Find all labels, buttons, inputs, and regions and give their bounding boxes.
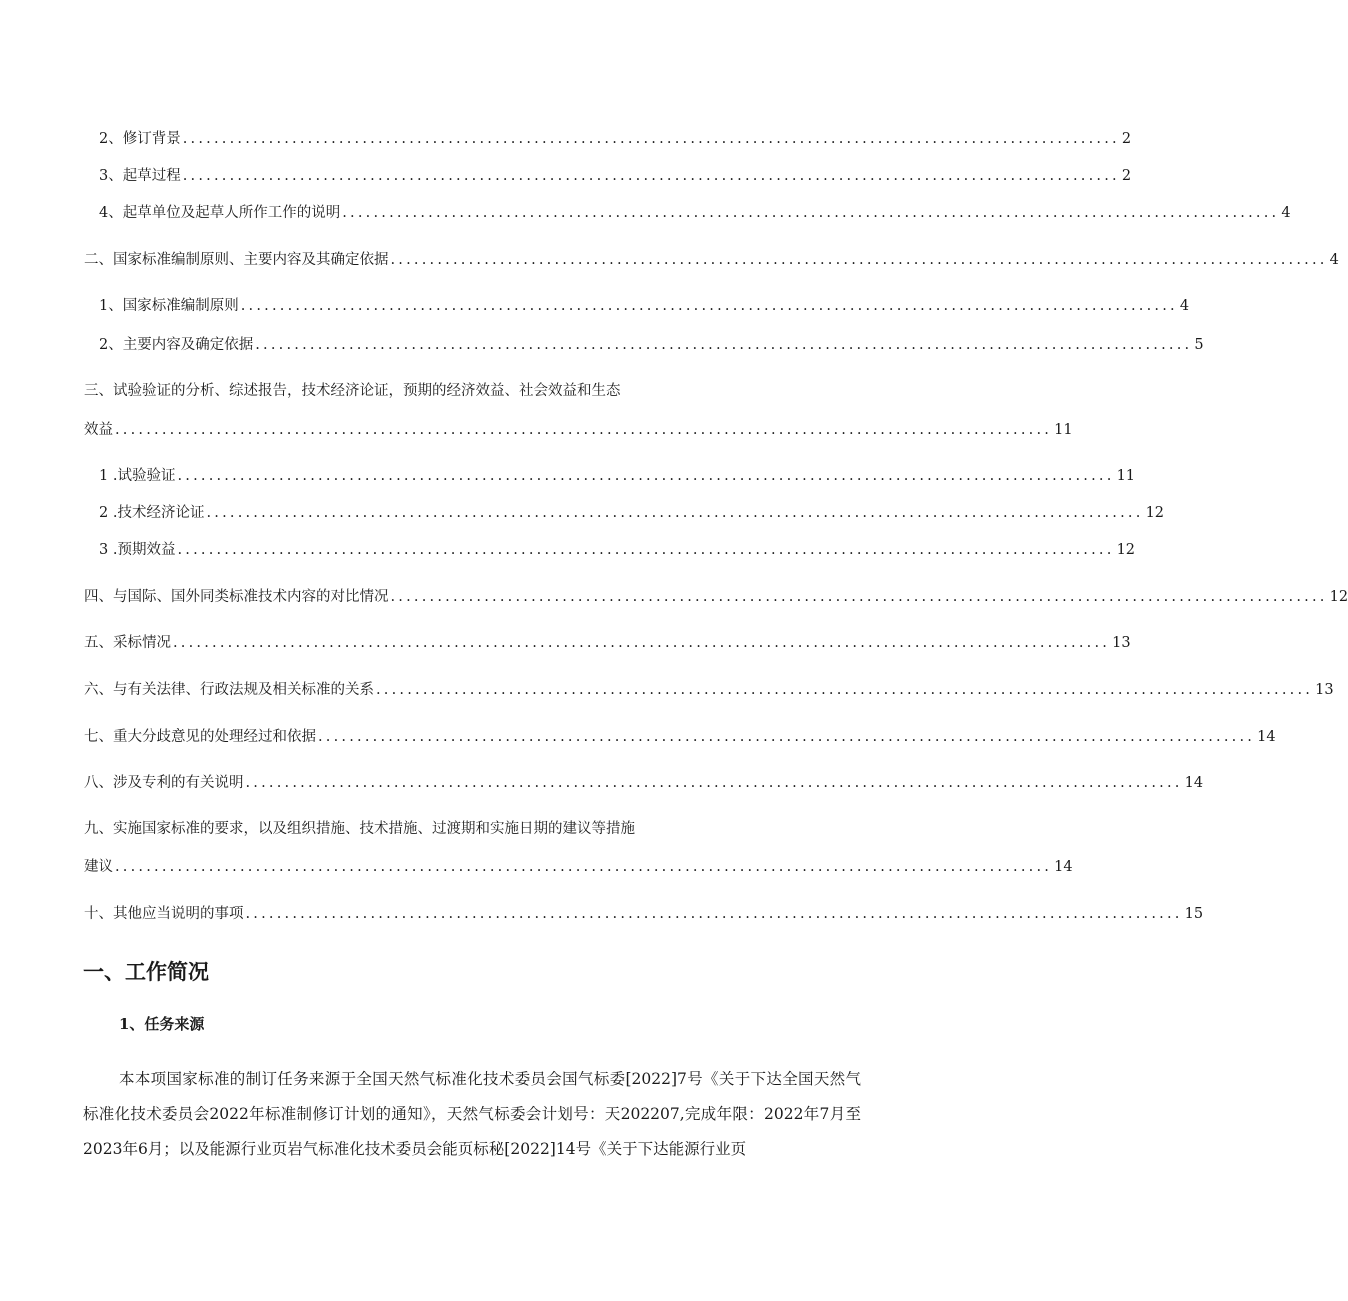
toc-entry-label: 建议	[84, 859, 113, 875]
toc-leader-dots: ........................................................................................................................	[255, 337, 1193, 353]
toc-entry-label: 3、起草过程	[99, 168, 181, 184]
toc-leader-dots: ........................................................................................................................	[182, 168, 1120, 184]
toc-entry-label-line1: 三、试验验证的分析、综述报告，技术经济论证，预期的经济效益、社会效益和生态	[84, 383, 621, 399]
toc-entry-page: 4	[1329, 252, 1339, 268]
toc-entry[interactable]	[84, 773, 1204, 793]
toc-entry-page: 11	[1116, 468, 1136, 484]
toc-entry-page: 13	[1112, 635, 1131, 651]
toc-entry[interactable]	[84, 857, 1073, 877]
toc-entry[interactable]	[84, 633, 1131, 653]
toc-entry-label: 2 .技术经济论证	[99, 505, 205, 521]
toc-entry-page: 12	[1116, 542, 1136, 558]
toc-entry-page: 5	[1194, 337, 1204, 353]
toc-entry-page: 2	[1121, 131, 1132, 147]
toc-entry[interactable]	[84, 727, 1276, 747]
toc-leader-dots: ........................................................................................................................	[390, 252, 1328, 268]
toc-leader-dots: ........................................................................................................................	[245, 775, 1183, 791]
toc-entry-label: 二、国家标准编制原则、主要内容及其确定依据	[84, 252, 389, 268]
toc-entry[interactable]	[99, 203, 1291, 223]
toc-entry-page: 2	[1121, 168, 1132, 184]
toc-leader-dots: ........................................................................................................................	[115, 422, 1053, 438]
toc-entry-label: 2、修订背景	[99, 131, 181, 147]
toc-entry-page: 12	[1329, 589, 1348, 605]
toc-entry[interactable]	[84, 904, 1204, 924]
toc-entry-page: 4	[1281, 205, 1291, 221]
toc-entry-page: 14	[1054, 859, 1073, 875]
toc-entry-page: 14	[1184, 775, 1204, 791]
toc-entry-label: 五、采标情况	[84, 635, 171, 651]
toc-leader-dots: ........................................................................................................................	[342, 205, 1280, 221]
toc-leader-dots: ........................................................................................................................	[376, 682, 1314, 698]
toc-entry-label: 七、重大分歧意见的处理经过和依据	[84, 729, 316, 745]
toc-entry-page: 11	[1054, 422, 1073, 438]
toc-leader-dots: ........................................................................................................................	[245, 906, 1183, 922]
toc-entry[interactable]	[99, 466, 1136, 486]
toc-entry[interactable]	[99, 296, 1190, 316]
toc-entry-label: 四、与国际、国外同类标准技术内容的对比情况	[84, 589, 389, 605]
toc-entry[interactable]	[99, 129, 1132, 149]
toc-leader-dots: ........................................................................................................................	[318, 729, 1256, 745]
toc-entry[interactable]	[84, 680, 1334, 700]
toc-entry-label: 2、主要内容及确定依据	[99, 337, 254, 353]
toc-leader-dots: ........................................................................................................................	[390, 589, 1328, 605]
toc-entry-page: 12	[1145, 505, 1165, 521]
toc-entry-page: 15	[1184, 906, 1204, 922]
body-paragraph: 本本项国家标准的制订任务来源于全国天然气标准化技术委员会国气标委[2022]7号《关于下达全国天然气标准化技术委员会2022年标准制修订计划的通知》，天然气标委会计划号：天202207,完成年限：2022年7月至2023年6月；以及能源行业页岩气标准化技术委员会能页标秘[2022]14号《关于下达能源行业页	[83, 1070, 861, 1158]
toc-entry-label-line1: 九、实施国家标准的要求，以及组织措施、技术措施、过渡期和实施日期的建议等措施	[84, 821, 635, 837]
toc-entry[interactable]	[99, 503, 1165, 523]
section-heading: 一、工作简况	[83, 960, 209, 984]
toc-leader-dots: ........................................................................................................................	[177, 542, 1115, 558]
toc-leader-dots: ........................................................................................................................	[240, 298, 1178, 314]
toc-entry-label: 1 .试验验证	[99, 468, 176, 484]
toc-leader-dots: ........................................................................................................................	[182, 131, 1120, 147]
toc-entry[interactable]	[84, 420, 1073, 440]
toc-entry-label: 六、与有关法律、行政法规及相关标准的关系	[84, 682, 374, 698]
toc-leader-dots: ........................................................................................................................	[115, 859, 1053, 875]
toc-entry-label: 八、涉及专利的有关说明	[84, 775, 244, 791]
toc-entry[interactable]	[84, 250, 1339, 270]
toc-entry[interactable]	[84, 587, 1348, 607]
toc-entry-label: 十、其他应当说明的事项	[84, 906, 244, 922]
section-subheading: 1、任务来源	[119, 1015, 205, 1033]
toc-entry-page: 14	[1257, 729, 1276, 745]
toc-leader-dots: ........................................................................................................................	[173, 635, 1111, 651]
toc-entry-label: 效益	[84, 422, 113, 438]
toc-leader-dots: ........................................................................................................................	[177, 468, 1115, 484]
toc-entry-page: 13	[1315, 682, 1334, 698]
toc-leader-dots: ........................................................................................................................	[206, 505, 1144, 521]
toc-entry[interactable]	[99, 540, 1136, 560]
toc-entry[interactable]	[99, 335, 1204, 355]
toc-entry-label: 1、国家标准编制原则	[99, 298, 239, 314]
toc-entry-label: 4、起草单位及起草人所作工作的说明	[99, 205, 341, 221]
toc-entry-page: 4	[1179, 298, 1190, 314]
toc-entry[interactable]	[99, 166, 1132, 186]
toc-entry-label: 3 .预期效益	[99, 542, 176, 558]
